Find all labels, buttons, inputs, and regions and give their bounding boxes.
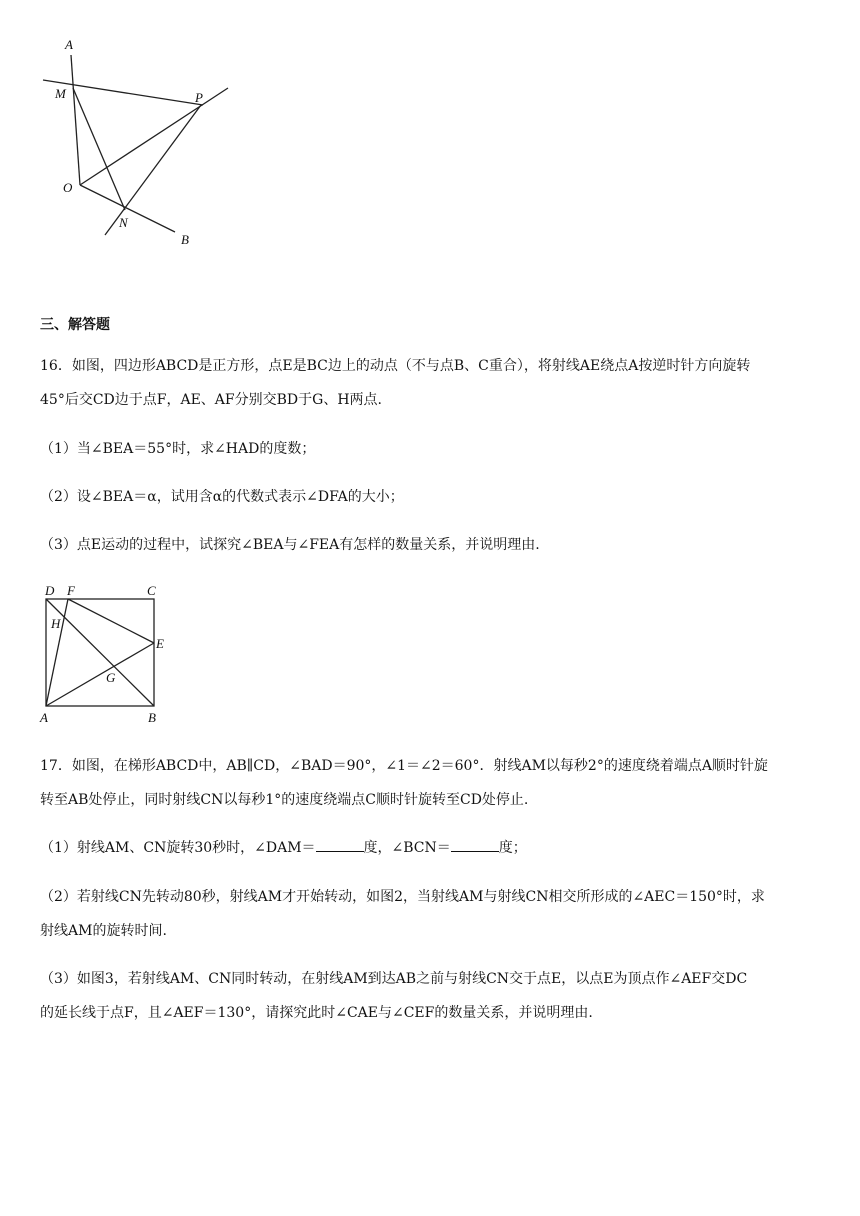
label-A: A: [65, 37, 73, 52]
label-E: E: [156, 636, 164, 651]
label-F: F: [67, 583, 75, 598]
label-C: C: [147, 583, 156, 598]
q17-part2-line1: （2）若射线CN先转动80秒，射线AM才开始转动，如图2，当射线AM与射线CN相交所形成的∠AEC＝150°时，求: [40, 889, 765, 905]
q17-part2-line2: 射线AM的旋转时间.: [40, 923, 167, 939]
q17-part1: [40, 831, 830, 865]
line-MP: [43, 80, 203, 105]
q16-part3: （3）点E运动的过程中，试探究∠BEA与∠FEA有怎样的数量关系，并说明理由.: [40, 537, 540, 553]
answer-blank-DAM[interactable]: [316, 837, 364, 852]
q16-part2: （2）设∠BEA＝α，试用含α的代数式表示∠DFA的大小；: [40, 489, 404, 505]
label-D: D: [45, 583, 55, 598]
label-O: O: [63, 180, 73, 195]
q16-line2: 45°后交CD边于点F，AE、AF分别交BD于G、H两点.: [40, 392, 382, 408]
label-M: M: [55, 86, 66, 101]
figure-square-diagram: [35, 580, 175, 730]
section-heading: 三、解答题: [40, 317, 110, 333]
q16-line1: 16．如图，四边形ABCD是正方形，点E是BC边上的动点（不与点B、C重合），将射线AE绕点A按逆时针方向旋转: [40, 358, 751, 374]
q17-part1-b: 度，∠BCN＝: [363, 840, 451, 856]
line-MN: [73, 88, 125, 210]
q16-part1: （1）当∠BEA＝55°时，求∠HAD的度数；: [40, 441, 316, 457]
q17-part1-a: （1）射线AM、CN旋转30秒时，∠DAM＝: [40, 840, 316, 856]
label-H: H: [51, 616, 61, 631]
q17-line2: 转至AB处停止，同时射线CN以每秒1°的速度绕端点C顺时针旋转至CD处停止.: [40, 792, 529, 808]
q17-line1: 17．如图，在梯形ABCD中，AB∥CD，∠BAD＝90°，∠1＝∠2＝60°．射线AM以每秒2°的速度绕着端点A顺时针旋: [40, 758, 768, 774]
label-N: N: [119, 215, 128, 230]
label-A2: A: [40, 710, 48, 725]
q17-part3-line1: （3）如图3，若射线AM、CN同时转动，在射线AM到达AB之前与射线CN交于点E，以点E为顶点作∠AEF交DC: [40, 971, 748, 987]
q17-part3-line2: 的延长线于点F，且∠AEF＝130°，请探究此时∠CAE与∠CEF的数量关系，并说明理由.: [40, 1005, 593, 1021]
ray-OA: [71, 55, 80, 185]
line-FE: [68, 599, 154, 643]
label-G: G: [106, 670, 116, 685]
label-B2: B: [148, 710, 156, 725]
q17-part1-c: 度；: [498, 840, 527, 856]
answer-blank-BCN[interactable]: [451, 837, 499, 852]
label-P: P: [195, 90, 203, 105]
line-through-P: [80, 88, 228, 185]
label-B: B: [181, 232, 189, 247]
figure-angle-diagram: [35, 30, 245, 255]
